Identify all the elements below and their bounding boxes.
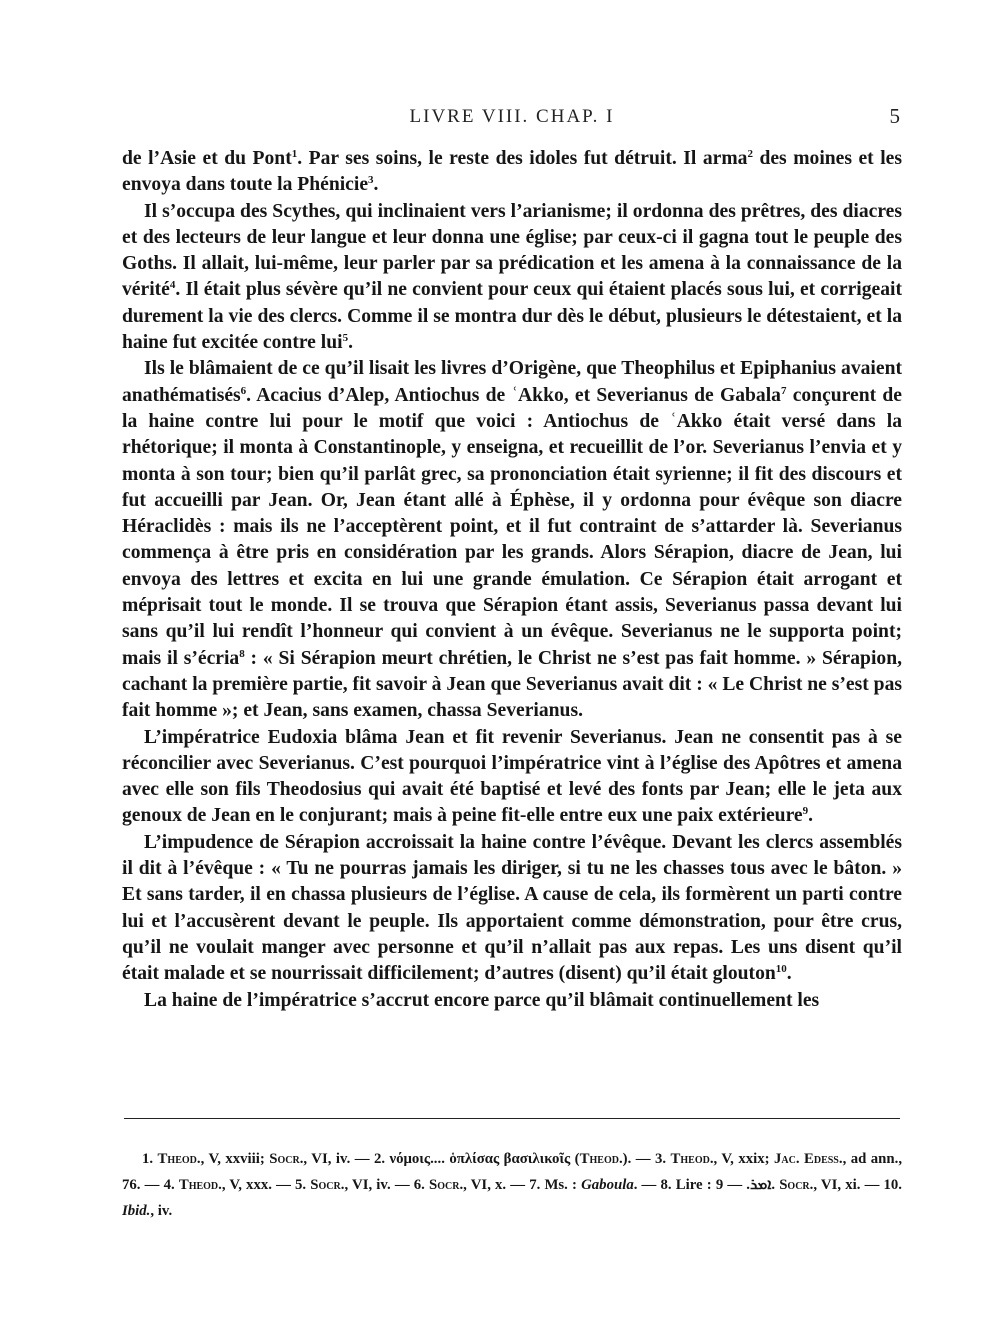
footnote-text: , V, xxx. — 5.	[221, 1177, 311, 1193]
text-run: . Acacius d’Alep, Antiochus de ʿAkko, et Severianus de Gabala	[246, 384, 781, 406]
paragraph	[122, 988, 902, 1014]
footnote-text: , VI, iv. — 2. νόμοις.... ὁπλίσας βασιλικοῖς (	[303, 1151, 580, 1167]
footnote-text: , VI, x. — 7. Ms. :	[463, 1177, 582, 1193]
text-run: . Par ses soins, le reste des idoles fut détruit. Il arma	[297, 148, 748, 169]
footnote-ref: 1	[291, 148, 298, 160]
text-run: L’impudence de Sérapion accroissait la haine contre l’évêque. Devant les clercs assemblés il dit à l’évêque : « Tu ne pourras jamais les diriger, si tu ne les chasses tous avec le bâton. » Et sans tarder, il en chassa plusieurs de l’église. A cause de cela, ils formèrent un parti contre lui et l’accusèrent devant le peuple. Ils apportaient comme démonstration, pour être crus, qu’il ne voulait manger avec personne et qu’il n’allait pas aux repas. Les uns disent qu’il était malade et se nourrissait difficilement; d’autres (disent) qu’il était glouton	[122, 831, 902, 985]
text-run: .	[786, 963, 792, 985]
footnote-text: , VI, iv. — 6.	[344, 1177, 430, 1193]
footnote-italic: Ibid.	[122, 1203, 151, 1219]
footnote-source: Socr.	[310, 1177, 345, 1193]
footnote-source: Socr.	[779, 1177, 814, 1193]
footnote-text: . — 8. Lire : ܐܡܪ. — 9.	[633, 1177, 780, 1193]
text-run: : « Si Sérapion meurt chrétien, le Christ ne s’est pas fait homme. » Sérapion, cachant la première partie, fit savoir à Jean que Severianus avait dit : « Le Christ ne s’est pas fait homme »; et Jean, sans examen, chassa Severianus.	[122, 647, 902, 722]
footnote-ref: 6	[240, 384, 247, 397]
text-run: L’impératrice Eudoxia blâma Jean et fit revenir Severianus. Jean ne consentit pas à se réconcilier avec Severianus. C’est pourquoi l’impératrice vint à l’église des Apôtres et amena avec elle son fils Theodosius qui avait été baptisé et levé des fonts par Jean; elle le jeta aux genoux de Jean en le conjurant; mais à peine fit-elle entre eux une paix extérieure	[122, 726, 902, 827]
paragraph	[122, 830, 902, 988]
footnote-source: Socr.	[269, 1151, 304, 1167]
running-head	[122, 100, 902, 134]
footnotes	[122, 1146, 902, 1224]
footnote-text: , ad ann., 76. — 4.	[122, 1151, 903, 1193]
footnote-source: Theod.	[579, 1151, 623, 1167]
text-run: Il s’occupa des Scythes, qui inclinaient vers l’arianisme; il ordonna des prêtres, des diacres et des lecteurs de leur langue et leur donna une église; par ceux-ci il gagna tout le peuple des Goths. Il allait, lui-même, leur parler par sa prédication et les amena à la connaissance de la vérité	[122, 200, 902, 301]
paragraph	[122, 199, 902, 357]
page-number: 5	[889, 104, 900, 128]
footnote-italic: Gaboula	[581, 1177, 634, 1193]
paragraph	[122, 725, 902, 830]
footnote-ref: 3	[368, 174, 374, 187]
footnote-ref: 9	[802, 805, 809, 818]
paragraph	[122, 146, 902, 199]
footnote-ref: 10	[775, 963, 787, 976]
footnote-source: Socr.	[429, 1177, 464, 1193]
footnote-ref: 4	[169, 279, 176, 292]
text-run: La haine de l’impératrice s’accrut encore parce qu’il blâmait continuellement les	[144, 989, 820, 1011]
footnote-ref: 2	[747, 148, 753, 160]
text-run: .	[348, 332, 353, 354]
footnote-source: Theod.	[670, 1151, 714, 1167]
footnote-text: , iv.	[150, 1203, 173, 1219]
footnote-rule	[124, 1118, 900, 1119]
text-run: des moines et les envoya dans toute la Phénicie	[122, 148, 902, 196]
text-run: conçurent de la haine contre lui pour le motif que voici : Antiochus de ʿAkko était versé dans la rhétorique; il monta à Constantinople, y enseigna, et recueillit de l’or. Severianus l’envia et y monta à son tour; bien qu’il parlât grec, sa prononciation était syrienne; il fit des discours et fut accueilli par Jean. Or, Jean étant allé à Éphèse, il y ordonna pour évêque son diacre Héraclidès : mais ils ne l’acceptèrent point, et il fut contraint de s’attarder là. Severianus commença à être pris en considération par les grands. Alors Sérapion, diacre de Jean, lui envoya des lettres et excita en lui une grande émulation. Ce Sérapion était arrogant et méprisait tout le monde. Il se trouva que Sérapion étant assis, Severianus passa devant lui sans qu’il lui rendît l’honneur qui convient à un évêque. Severianus ne le supporta point; mais il s’écria	[122, 384, 902, 669]
footnote-text: ). — 3.	[622, 1151, 671, 1167]
text-run: Ils le blâmaient de ce qu’il lisait les livres d’Origène, que Theophilus et Epiphanius avaient anathématisés	[122, 358, 902, 406]
paragraph	[122, 356, 902, 724]
text-run: de l’Asie et du Pont	[122, 148, 292, 169]
footnote-ref: 5	[342, 332, 349, 345]
footnote-text: , VI, xi. — 10.	[813, 1177, 903, 1193]
footnote-ref: 8	[239, 647, 245, 660]
running-title: LIVRE VIII. CHAP. I	[409, 106, 615, 127]
footnote-text: , V, xxix;	[713, 1151, 774, 1167]
body-text	[122, 146, 902, 1014]
text-run: .	[808, 805, 814, 827]
footnote-source: Jac. Edess.	[774, 1151, 843, 1167]
text-run: . Il était plus sévère qu’il ne convient pour ceux qui étaient placés sous lui, et corrigeait durement la vie des clercs. Comme il se montra dur dès le début, plusieurs le détestaient, et la haine fut excitée contre lui	[122, 279, 902, 354]
footnote-text: 1.	[142, 1151, 158, 1167]
footnote-text: , V, xxviii;	[200, 1151, 270, 1167]
text-run: .	[373, 174, 379, 196]
footnote-source: Theod.	[157, 1151, 201, 1167]
footnote-source: Theod.	[178, 1177, 222, 1193]
footnote-ref: 7	[780, 384, 787, 397]
